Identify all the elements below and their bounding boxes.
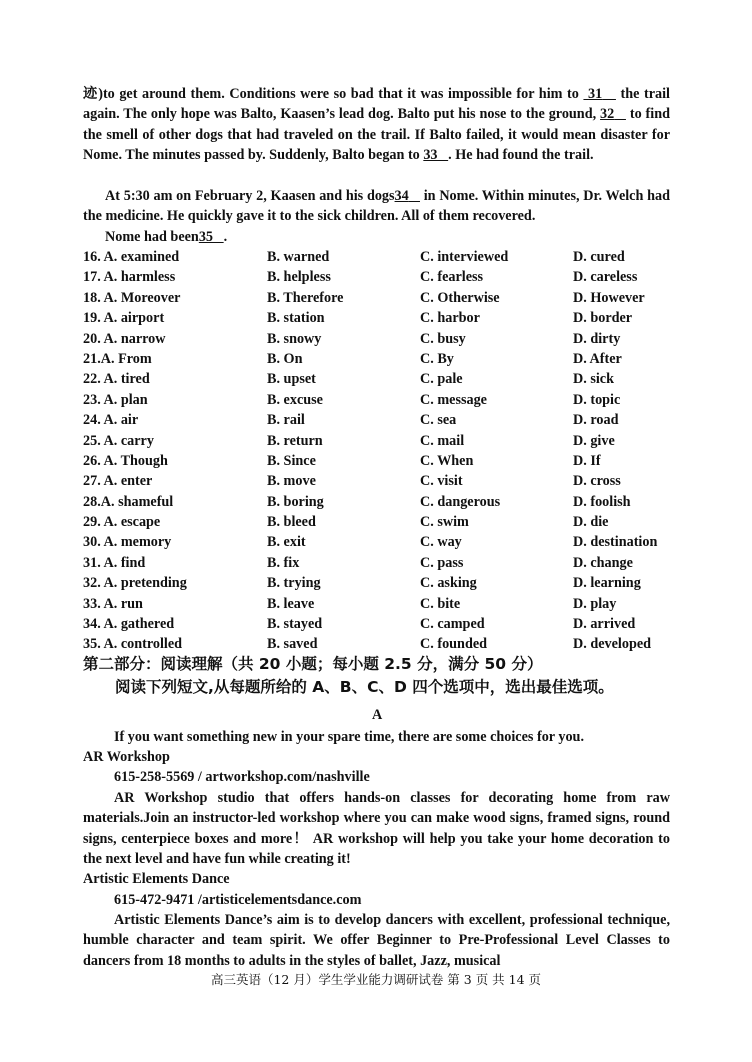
ar-workshop-title: AR Workshop — [83, 749, 170, 765]
option-b: B. upset — [267, 371, 316, 388]
option-a: 27. A. enter — [83, 473, 153, 490]
option-row — [83, 267, 683, 287]
option-d: D. foolish — [573, 493, 631, 510]
option-row — [83, 573, 683, 593]
option-a: 32. A. pretending — [83, 575, 187, 592]
option-b: B. excuse — [267, 391, 323, 408]
option-a: 31. A. find — [83, 554, 146, 571]
option-c: C. message — [420, 391, 487, 408]
option-a: 18. A. Moreover — [83, 289, 181, 306]
option-row — [83, 512, 683, 532]
option-a: 34. A. gathered — [83, 616, 175, 633]
option-d: D. sick — [573, 371, 614, 388]
option-row — [83, 471, 683, 491]
option-b: B. move — [267, 473, 316, 490]
option-d: D. However — [573, 289, 645, 306]
option-b: B. bleed — [267, 514, 316, 531]
option-row — [83, 431, 683, 451]
option-b: B. warned — [267, 249, 330, 265]
option-row — [83, 451, 683, 471]
page-footer: 高三英语（12 月）学生学业能力调研试卷 第 3 页 共 14 页 — [210, 972, 542, 987]
option-row — [83, 410, 683, 430]
passage-paragraph-1: 迹)to get around them. Conditions were so bad that it was impossible for him to 31 the trail again. The only hope was Balto, Kaasen’s lead dog. Balto put his nose to the ground, 32 to find the smell of other dogs that had traveled on the trail. If Balto failed, it would mean disaster for Nome. The minutes passed by. Suddenly, Balto began to 33 . He had found the trail. — [83, 86, 671, 164]
blank-34: 34 — [394, 188, 409, 204]
option-b: B. stayed — [267, 616, 323, 633]
option-c: C. bite — [420, 595, 461, 612]
option-a: 33. A. run — [83, 595, 143, 612]
option-row — [83, 594, 683, 614]
option-d: D. After — [573, 350, 622, 367]
option-c: C. visit — [420, 473, 463, 490]
option-c: C. asking — [420, 575, 477, 592]
option-d: D. developed — [573, 636, 652, 653]
option-row — [83, 329, 683, 349]
blank-33: 33 — [423, 147, 438, 164]
option-c: C. mail — [420, 432, 465, 449]
option-b: B. saved — [267, 636, 318, 653]
option-c: C. fearless — [420, 269, 484, 286]
option-a: 22. A. tired — [83, 371, 150, 388]
ar-workshop-contact: 615-258-5569 / artworkshop.com/nashville — [114, 769, 370, 785]
option-b: B. Therefore — [267, 289, 344, 306]
option-row — [83, 288, 683, 308]
passage-letter: A — [372, 707, 383, 723]
artistic-elements-title: Artistic Elements Dance — [83, 871, 230, 887]
blank-35: 35 — [198, 229, 213, 245]
option-c: C. busy — [420, 330, 466, 347]
option-b: B. fix — [267, 554, 300, 571]
option-d: D. change — [573, 554, 633, 571]
option-c: C. pale — [420, 371, 463, 388]
option-c: C. dangerous — [420, 493, 501, 510]
option-a: 19. A. airport — [83, 310, 165, 327]
option-row — [83, 532, 683, 552]
blank-32: 32 — [600, 106, 615, 123]
option-d: D. cured — [573, 249, 625, 265]
option-a: 23. A. plan — [83, 391, 148, 408]
intro-text: If you want something new in your spare time, there are some choices for you. — [114, 729, 584, 745]
option-c: C. founded — [420, 636, 488, 653]
option-a: 17. A. harmless — [83, 269, 176, 286]
artistic-elements-body: Artistic Elements Dance’s aim is to develop dancers with excellent, professional technique, humble character and team spirit. We offer Beginner to Pre-Professional Level Classes to dancers from 18 months to adults in the styles of ballet, Jazz, musical — [83, 912, 670, 969]
option-c: C. interviewed — [420, 249, 509, 265]
option-a: 24. A. air — [83, 412, 139, 429]
option-d: D. die — [573, 514, 609, 531]
option-b: B. station — [267, 310, 325, 327]
option-a: 29. A. escape — [83, 514, 161, 531]
option-d: D. destination — [573, 534, 658, 551]
options-table — [83, 247, 683, 655]
option-c: C. sea — [420, 412, 457, 429]
option-c: C. By — [420, 350, 454, 367]
option-c: C. camped — [420, 616, 485, 633]
option-b: B. Since — [267, 452, 316, 469]
option-d: D. learning — [573, 575, 641, 592]
option-b: B. exit — [267, 534, 306, 551]
option-d: D. If — [573, 452, 601, 469]
passage-paragraph-2: At 5:30 am on February 2, Kaasen and his dogs34 in Nome. Within minutes, Dr. Welch had the medicine. He quickly gave it to the sick children. All of them recovered. — [83, 188, 670, 225]
option-d: D. topic — [573, 391, 621, 408]
option-row — [83, 349, 683, 369]
option-d: D. border — [573, 310, 633, 327]
ar-workshop-body: AR Workshop studio that offers hands-on classes for decorating home from raw materials.Join an instructor-led workshop where you can make wood signs, framed signs, round signs, centerpiece boxes and more！ AR workshop will help you take your home decoration to the next level and have fun while creating it! — [83, 790, 670, 868]
option-row — [83, 614, 683, 634]
option-a: 28.A. shameful — [83, 493, 174, 510]
option-a: 16. A. examined — [83, 249, 180, 265]
option-a: 25. A. carry — [83, 432, 154, 449]
option-d: D. dirty — [573, 330, 621, 347]
option-c: C. harbor — [420, 310, 480, 327]
blank-31: 31 — [588, 86, 603, 102]
option-a: 35. A. controlled — [83, 636, 183, 653]
option-row — [83, 634, 683, 654]
option-c: C. When — [420, 452, 474, 469]
option-b: B. boring — [267, 493, 324, 510]
option-row — [83, 247, 683, 267]
option-row — [83, 492, 683, 512]
option-d: D. cross — [573, 473, 621, 490]
option-c: C. Otherwise — [420, 289, 500, 306]
artistic-elements-contact: 615-472-9471 /artisticelementsdance.com — [114, 892, 362, 908]
option-row — [83, 369, 683, 389]
option-b: B. snowy — [267, 330, 322, 347]
option-a: 21.A. From — [83, 350, 152, 367]
option-d: D. arrived — [573, 616, 636, 633]
option-b: B. rail — [267, 412, 305, 429]
option-row — [83, 553, 683, 573]
option-b: B. leave — [267, 595, 315, 612]
option-a: 20. A. narrow — [83, 330, 166, 347]
option-d: D. play — [573, 595, 617, 612]
option-d: D. careless — [573, 269, 638, 286]
option-b: B. On — [267, 350, 303, 367]
section-heading: 第二部分：阅读理解（共 20 小题；每小题 2.5 分，满分 50 分） — [83, 655, 543, 673]
option-b: B. trying — [267, 575, 321, 592]
option-c: C. way — [420, 534, 462, 551]
option-d: D. road — [573, 412, 619, 429]
option-row — [83, 390, 683, 410]
option-b: B. helpless — [267, 269, 331, 286]
option-c: C. swim — [420, 514, 469, 531]
section-instruction: 阅读下列短文,从每题所给的 A、B、C、D 四个选项中，选出最佳选项。 — [115, 678, 614, 696]
option-a: 26. A. Though — [83, 452, 168, 469]
passage-paragraph-3: Nome had been35 . — [105, 229, 228, 245]
option-c: C. pass — [420, 554, 464, 571]
option-b: B. return — [267, 432, 323, 449]
option-d: D. give — [573, 432, 615, 449]
option-row — [83, 308, 683, 328]
option-a: 30. A. memory — [83, 534, 172, 551]
